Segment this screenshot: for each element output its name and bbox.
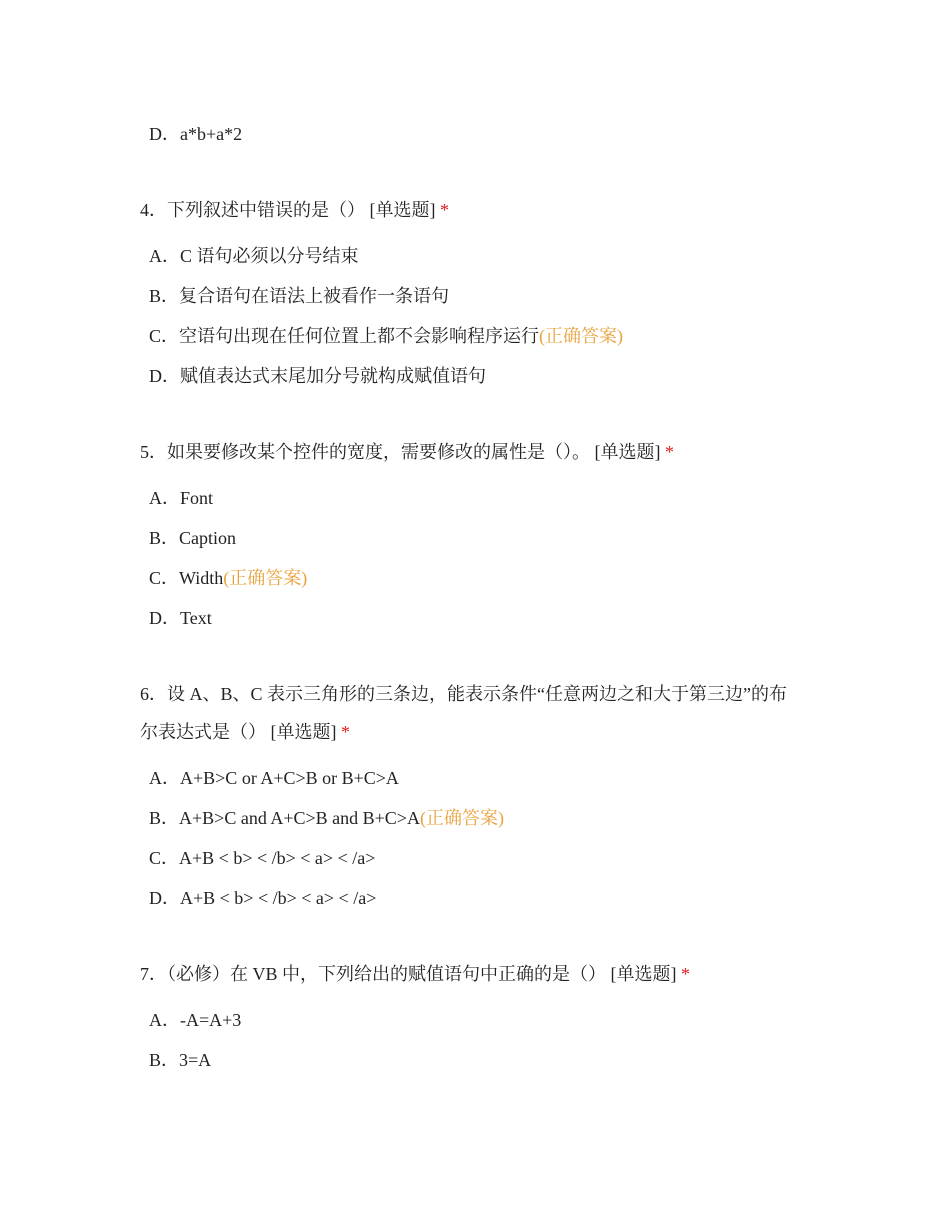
option-letter: D．	[149, 608, 180, 628]
question-text: 下列叙述中错误的是（）	[167, 200, 365, 220]
question-6-option-b	[149, 806, 504, 830]
option-text: A+B < b> < /b> < a> < /a>	[179, 848, 376, 868]
question-text: 设 A、B、C 表示三角形的三条边，能表示条件“任意两边之和大于第三边”的布	[167, 684, 787, 704]
question-number: 6．	[140, 684, 167, 704]
option-letter: B．	[149, 1050, 180, 1070]
question-5-option-b	[149, 526, 236, 550]
option-text: 3=A	[179, 1050, 212, 1070]
correct-answer-label: (正确答案)	[539, 326, 624, 346]
option-text: 复合语句在语法上被看作一条语句	[179, 286, 450, 306]
option-text: Font	[180, 488, 214, 508]
question-type: [单选题]	[270, 722, 337, 742]
option-text: Text	[180, 608, 212, 628]
question-6-option-c	[149, 846, 375, 870]
option-letter: B．	[149, 286, 180, 306]
question-number: 5．	[140, 442, 167, 462]
option-text: Caption	[179, 528, 237, 548]
option-text: C 语句必须以分号结束	[180, 246, 359, 266]
correct-answer-label: (正确答案)	[223, 568, 308, 588]
question-number: 4．	[140, 200, 167, 220]
question-7-title	[140, 962, 690, 986]
option-text: A+B>C or A+C>B or B+C>A	[180, 768, 399, 788]
question-4-option-a	[149, 244, 359, 268]
option-text: -A=A+3	[180, 1010, 242, 1030]
required-marker: *	[681, 964, 691, 984]
question-5-option-d	[149, 606, 212, 630]
question-4-title	[140, 198, 449, 222]
question-text: 如果要修改某个控件的宽度，需要修改的属性是（）。	[167, 442, 590, 462]
option-letter: D．	[149, 124, 180, 144]
option-letter: D．	[149, 888, 180, 908]
option-letter: B．	[149, 528, 180, 548]
question-5-title	[140, 440, 674, 464]
question-type: [单选题]	[369, 200, 436, 220]
question-number: 7．	[140, 964, 167, 984]
question-4-option-c	[149, 324, 623, 348]
question-4-option-d	[149, 364, 486, 388]
option-text: A+B < b> < /b> < a> < /a>	[180, 888, 377, 908]
option-letter: C．	[149, 848, 180, 868]
question-type: [单选题]	[594, 442, 661, 462]
option-d	[149, 122, 242, 146]
option-letter: A．	[149, 246, 180, 266]
option-text: 赋值表达式末尾加分号就构成赋值语句	[180, 366, 486, 386]
option-letter: A．	[149, 1010, 180, 1030]
required-marker: *	[665, 442, 674, 462]
question-6-option-d	[149, 886, 376, 910]
option-text: A+B>C and A+C>B and B+C>A	[179, 808, 420, 828]
question-type: [单选题]	[610, 964, 677, 984]
question-text: （必修）在 VB 中，下列给出的赋值语句中正确的是（）	[167, 964, 607, 984]
question-6-option-a	[149, 766, 399, 790]
option-letter: A．	[149, 768, 180, 788]
correct-answer-label: (正确答案)	[419, 808, 504, 828]
option-text: Width	[179, 568, 224, 588]
required-marker: *	[440, 200, 449, 220]
option-letter: C．	[149, 326, 180, 346]
option-letter: A．	[149, 488, 180, 508]
question-7-option-a	[149, 1008, 241, 1032]
option-letter: D．	[149, 366, 180, 386]
question-5-option-c	[149, 566, 307, 590]
question-5-option-a	[149, 486, 213, 510]
option-text: a*b+a*2	[180, 124, 243, 144]
question-4-option-b	[149, 284, 449, 308]
question-7-option-b	[149, 1048, 211, 1072]
question-6-title-line2	[140, 720, 350, 744]
question-text: 尔表达式是（）	[140, 722, 266, 742]
option-letter: B．	[149, 808, 180, 828]
question-6-title-line1	[140, 682, 787, 706]
required-marker: *	[341, 722, 350, 742]
option-letter: C．	[149, 568, 180, 588]
option-text: 空语句出现在任何位置上都不会影响程序运行	[179, 326, 540, 346]
